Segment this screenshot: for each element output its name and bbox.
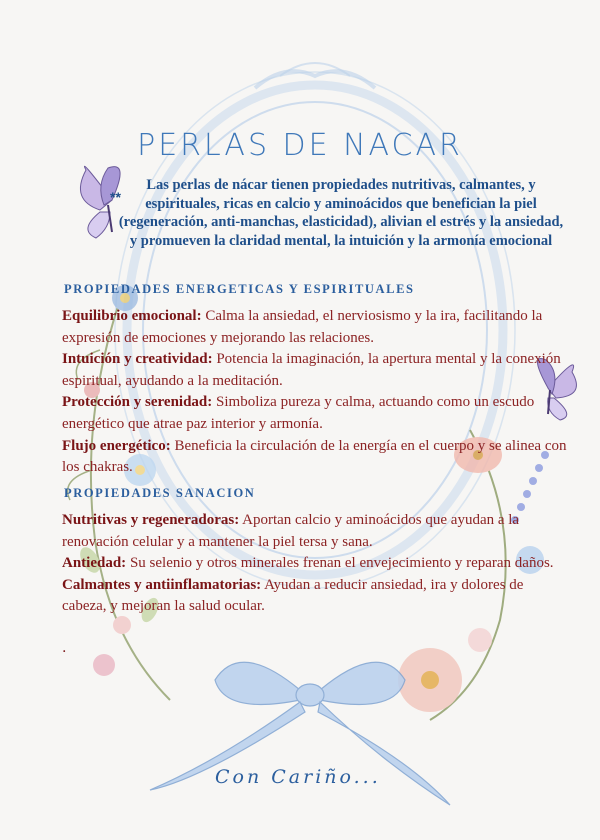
list-item (62, 510, 567, 553)
energeticas-list (62, 306, 567, 479)
section-title-sanacion: PROPIEDADES SANACION (64, 486, 256, 500)
closing-dot: . (62, 640, 67, 656)
signature: Con Cariño... (215, 766, 381, 788)
intro-paragraph: Las perlas de nácar tienen propiedades nutritivas, calmantes, y espirituales, ricas en calcio y aminoácidos que benefician la piel (regeneración, anti-manchas, elasticidad), alivian el estrés y la ansiedad, y promueven la claridad mental, la intuición y la armonía emocional (118, 177, 564, 249)
item-label: Flujo energético: (62, 437, 171, 454)
item-text: Potencia la imaginación, la apertura mental y la conexión espiritual, ayudando a la meditación. (62, 351, 561, 389)
item-text: Beneficia la circulación de la energía en el cuerpo y se alinea con los chakras. (62, 437, 567, 476)
intro-asterisks: ** (110, 189, 121, 205)
list-item (62, 349, 567, 392)
item-label: Intuición y creatividad: (62, 351, 213, 368)
item-label: Nutritivas y regeneradoras: (62, 512, 240, 528)
item-text: Su selenio y otros minerales frenan el envejecimiento y reparan daños. (126, 555, 554, 572)
list-item (62, 392, 567, 435)
item-text: Simboliza pureza y calma, actuando como un escudo energético que atrae paz interior y armonía. (62, 394, 535, 432)
item-label: Protección y serenidad: (62, 394, 213, 411)
item-label: Equilibrio emocional: (62, 308, 202, 324)
item-label: Calmantes y antiinflamatorias: (62, 576, 262, 593)
sanacion-list (62, 510, 567, 618)
section-title-energeticas: PROPIEDADES ENERGETICAS Y ESPIRITUALES (64, 282, 415, 296)
list-item (62, 306, 567, 349)
list-item (62, 575, 567, 618)
item-text: Calma la ansiedad, el nerviosismo y la ira, facilitando la expresión de emociones y mejorando las relaciones. (62, 308, 543, 346)
page-title: PERLAS DE NACAR (137, 128, 463, 163)
list-item (62, 553, 567, 575)
list-item (62, 436, 567, 479)
item-text: Ayudan a reducir ansiedad, ira y dolores de cabeza, y mejoran la salud ocular. (62, 576, 524, 615)
item-label: Antiedad: (62, 555, 127, 572)
item-text: Aportan calcio y aminoácidos que ayudan a la renovación celular y a mantener la piel tersa y sana. (62, 512, 520, 550)
